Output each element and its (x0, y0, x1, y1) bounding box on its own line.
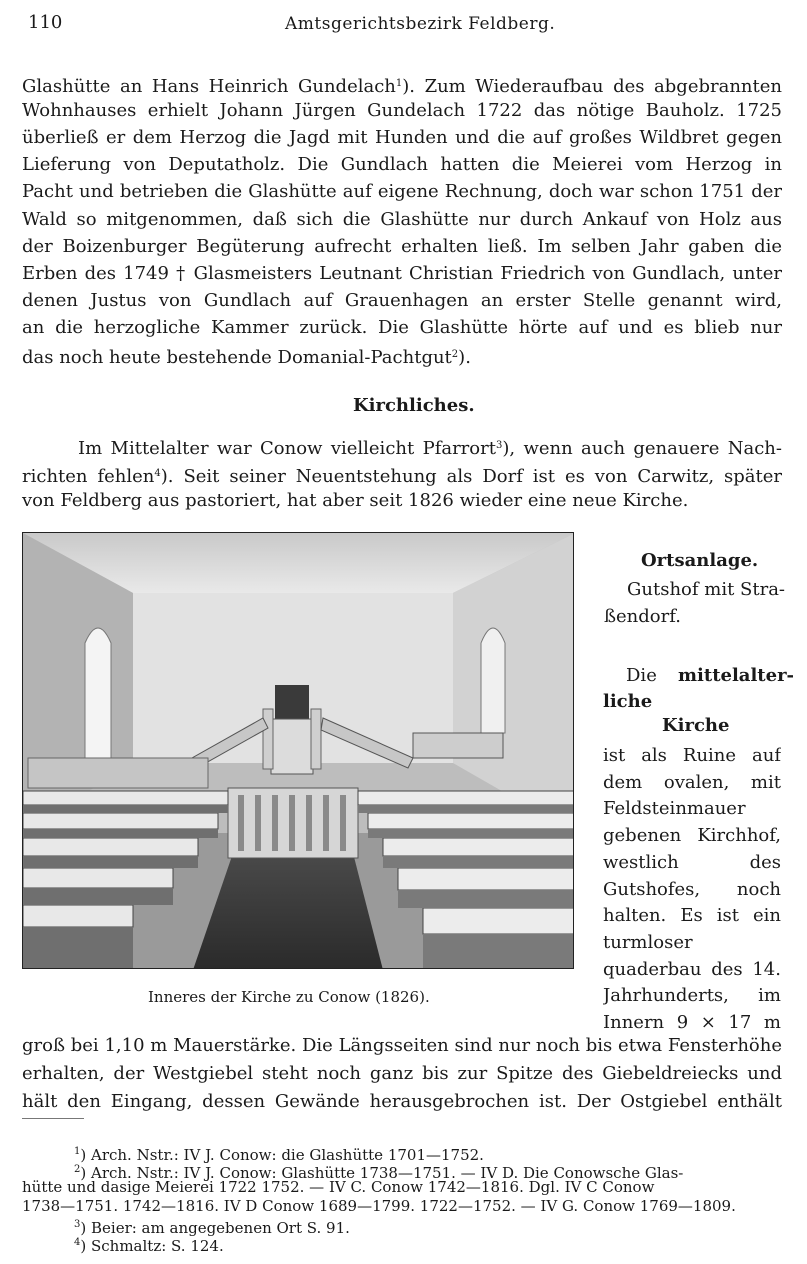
footnote-line: $^3$) Beier: am angegebenen Ort S. 91. (74, 1218, 350, 1237)
running-title: Amtsgerichtsbezirk Feldberg. (285, 14, 556, 34)
footnote-line: $^4$) Schmaltz: S. 124. (74, 1237, 224, 1255)
sidebar-heading: Ortsanlage. (641, 550, 759, 571)
photo-caption: Inneres der Kirche zu Conow (1826). (148, 988, 430, 1006)
sidebar-kirche-intro: Die (626, 665, 657, 686)
sidebar-line: westlich des (603, 851, 781, 873)
footnote-line: 1738—1751. 1742—1816. IV D Conow 1689—1799. 1722—1752. — IV G. Conow 1769—1809. (22, 1196, 736, 1215)
footnote-line: $^1$) Arch. Nstr.: IV J. Conow: die Glashütte 1701—1752. (74, 1146, 484, 1164)
sidebar-kirche-bold-1: mittelalter- (678, 665, 795, 686)
intro-line: an die herzogliche Kammer zurück. Die Glashütte hörte auf und es blieb nur (22, 316, 782, 338)
closing-line: groß bei 1,10 m Mauerstärke. Die Längsseiten sind nur noch bis etwa Fensterhöhe (22, 1035, 782, 1056)
sidebar-ortsanlage-line-1: Gutshof mit Stra- (627, 579, 786, 600)
intro-line: das noch heute bestehende Domanial-Pachtgut$^2$). (22, 347, 471, 368)
sidebar-line: quaderbau des 14. (603, 958, 781, 980)
sidebar-line: ist als Ruine auf (603, 745, 781, 766)
sidebar-line: Innern 9 × 17 m (603, 1012, 781, 1033)
closing-line: erhalten, der Westgiebel steht noch ganz bis zur Spitze des Giebeldreiecks und (22, 1063, 782, 1084)
intro-line: Glashütte an Hans Heinrich Gundelach$^1$). Zum Wiederaufbau des abgebrannten (22, 76, 782, 97)
sidebar-line: Jahrhunderts, im (603, 985, 781, 1007)
sidebar-line: dem ovalen, mit (603, 771, 781, 793)
sidebar-line: gebenen Kirchhof, (603, 825, 781, 847)
sidebar-line: halten. Es ist ein (603, 905, 781, 927)
kirchliches-line: von Feldberg aus pastoriert, hat aber seit 1826 wieder eine neue Kirche. (22, 490, 689, 511)
intro-line: Wohnhauses erhielt Johann Jürgen Gundelach 1722 das nötige Bauholz. 1725 (22, 100, 782, 122)
intro-line: Erben des 1749 † Glasmeisters Leutnant Christian Friedrich von Gundlach, unter (22, 262, 782, 284)
sidebar-line: Gutshofes, noch (603, 878, 781, 900)
closing-line: hält den Eingang, dessen Gewände herausgebrochen ist. Der Ostgiebel enthält (22, 1091, 782, 1112)
church-interior-illustration (23, 533, 574, 969)
kirchliches-line: richten fehlen$^4$). Seit seiner Neuentstehung als Dorf ist es von Carwitz, später (22, 465, 782, 487)
intro-line: Lieferung von Deputatholz. Die Gundlach hatten die Meierei vom Herzog in (22, 154, 782, 176)
kirchliches-line: Im Mittelalter war Conow vielleicht Pfarrort$^3$), wenn auch genauere Nach- (78, 438, 782, 459)
sidebar-ortsanlage-line-2: ßendorf. (604, 606, 681, 627)
intro-line: der Boizenburger Begüterung aufrecht erhalten ließ. Im selben Jahr gaben die (22, 235, 782, 257)
sidebar-kirche-bold-2: liche (603, 691, 653, 712)
sidebar-kirche-bold-3: Kirche (662, 715, 730, 736)
footnote-line: $^2$) Arch. Nstr.: IV J. Conow: Glashütte 1738—1751. — IV D. Die Conowsche Glas- (74, 1164, 684, 1183)
intro-line: Pacht und betrieben die Glashütte auf eigene Rechnung, doch war schon 1751 der (22, 181, 782, 203)
section-heading: Kirchliches. (353, 395, 475, 416)
intro-line: Wald so mitgenommen, daß sich die Glashütte nur durch Ankauf von Holz aus (22, 208, 782, 230)
church-interior-photo (22, 532, 574, 969)
sidebar-line: turmloser (603, 931, 693, 953)
footnote-line: hütte und dasige Meierei 1722 1752. — IV C. Conow 1742—1816. Dgl. IV C Conow (22, 1178, 655, 1197)
sidebar-line: Feldsteinmauer (603, 798, 746, 820)
page-number: 110 (28, 12, 63, 33)
intro-line: denen Justus von Gundlach auf Grauenhagen an erster Stelle genannt wird, (22, 289, 782, 311)
intro-line: überließ er dem Herzog die Jagd mit Hunden und die auf großes Wildbret gegen (22, 127, 782, 149)
footnote-rule (22, 1118, 84, 1119)
